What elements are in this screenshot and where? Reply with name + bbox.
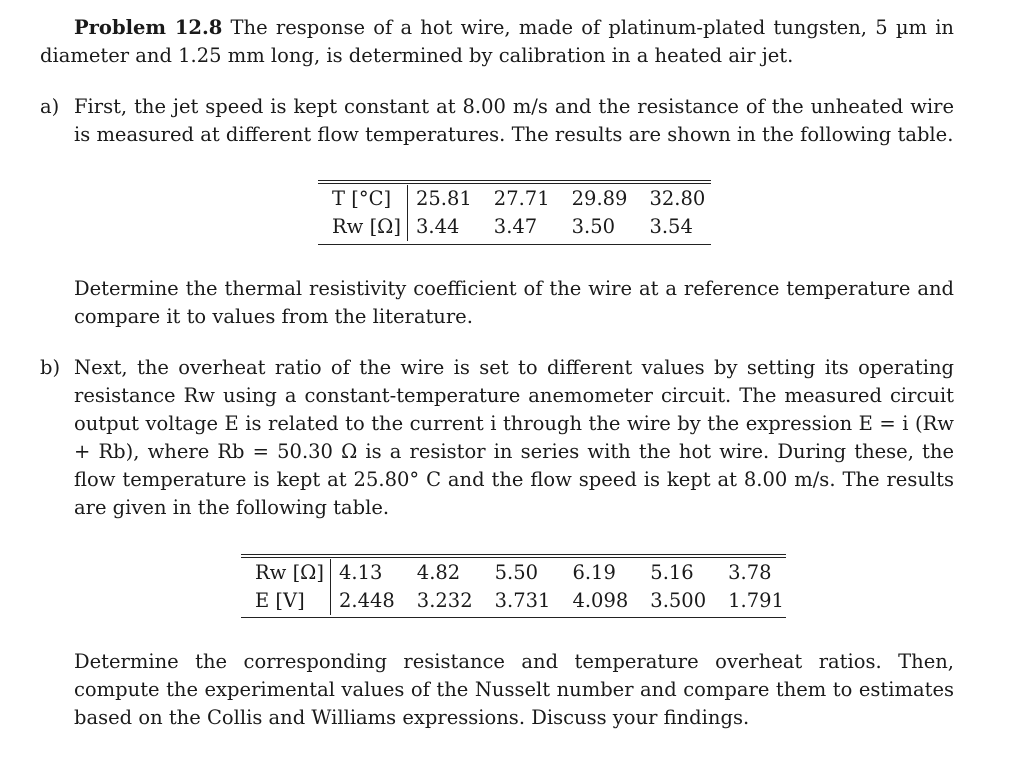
part-a-marker: a) xyxy=(40,95,60,118)
table-b-row-voltage xyxy=(241,587,795,615)
table-a-cell: 32.80 xyxy=(649,187,706,210)
problem-intro xyxy=(40,14,954,70)
problem-label: Problem 12.8 xyxy=(74,16,223,39)
part-a-text: First, the jet speed is kept constant at 8.00 m/s and the resistance of the unheated wire is measured at different flow temperatures. The results are shown in the following table. xyxy=(74,95,954,146)
table-b-header-voltage: E [V] xyxy=(241,587,330,615)
table-b-cell: 3.731 xyxy=(494,589,551,612)
table-a-row-resistance xyxy=(318,213,716,241)
table-b-cell: 5.16 xyxy=(650,561,694,584)
table-a-cell: 3.47 xyxy=(493,215,538,238)
table-b-cell: 3.500 xyxy=(650,589,707,612)
table-a-cell: 29.89 xyxy=(571,187,628,210)
part-b-marker: b) xyxy=(40,356,61,379)
table-a-cell: 25.81 xyxy=(415,187,472,210)
table-a-cell: 3.50 xyxy=(571,215,616,238)
part-b-text: Next, the overheat ratio of the wire is set to different values by setting its operating resistance Rw using a constant-temperature anemometer circuit. The measured circuit output voltage E is related to the current i through the wire by the expression E = i (Rw + Rb), where Rb = 50.30 Ω is a resistor in series with the hot wire. During these, the flow temperature is kept at 25.80° C and the flow speed is kept at 8.00 m/s. The results are given in the following table. xyxy=(74,356,954,519)
table-b-row-resistance xyxy=(241,559,795,587)
table-b-header-resistance: Rw [Ω] xyxy=(241,559,330,587)
table-b xyxy=(241,559,795,615)
table-a-top-rule xyxy=(318,180,711,184)
table-a-header-resistance: Rw [Ω] xyxy=(318,213,407,241)
table-b-cell: 4.098 xyxy=(572,589,629,612)
table-a-bottom-rule xyxy=(318,244,711,245)
table-a xyxy=(318,185,716,241)
table-a-header-temperature: T [°C] xyxy=(318,185,407,213)
table-b-cell: 6.19 xyxy=(572,561,616,584)
table-b-cell: 2.448 xyxy=(338,589,395,612)
table-b-cell: 1.791 xyxy=(728,589,784,612)
table-a-cell: 3.54 xyxy=(649,215,693,238)
table-a-row-temperature xyxy=(318,185,716,213)
table-b-cell: 4.82 xyxy=(416,561,461,584)
table-a-cell: 27.71 xyxy=(493,187,550,210)
part-b-followup: Determine the corresponding resistance and temperature overheat ratios. Then, compute the experimental values of the Nusselt number and compare them to estimates based on the Collis and Williams expressions. Discuss your findings. xyxy=(74,650,954,729)
table-b-cell: 3.78 xyxy=(728,561,772,584)
problem-intro-text: The response of a hot wire, made of platinum-plated tungsten, 5 µm in diameter and 1.25 mm long, is determined by calibration in a heated air jet. xyxy=(40,16,954,67)
part-a-followup: Determine the thermal resistivity coefficient of the wire at a reference temperature and compare it to values from the literature. xyxy=(74,277,954,328)
table-a-cell: 3.44 xyxy=(415,215,460,238)
table-b-cell: 4.13 xyxy=(338,561,383,584)
table-b-top-rule xyxy=(241,554,786,558)
table-b-bottom-rule xyxy=(241,617,786,618)
table-b-cell: 5.50 xyxy=(494,561,539,584)
table-b-cell: 3.232 xyxy=(416,589,473,612)
